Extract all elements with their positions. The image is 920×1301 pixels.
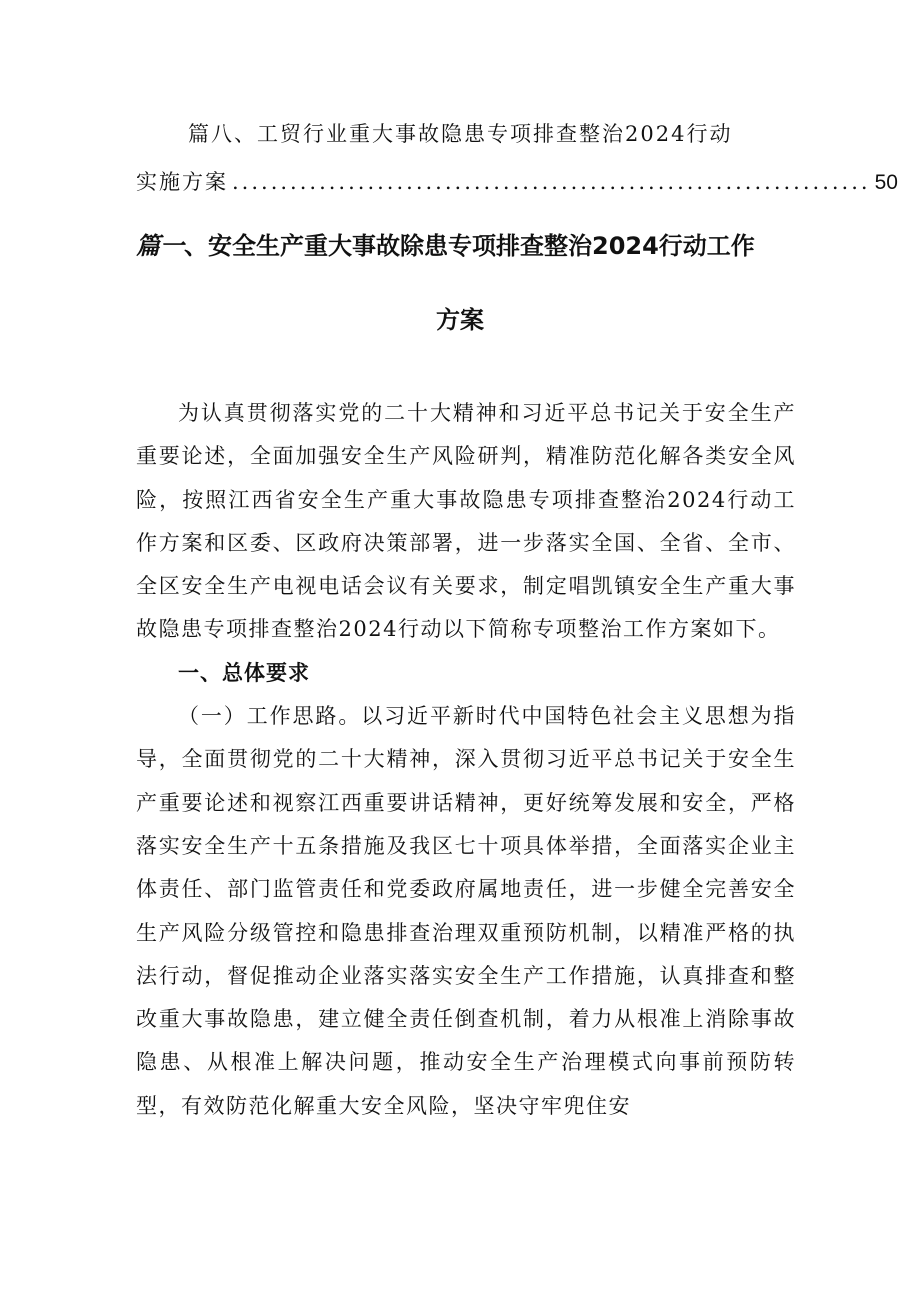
toc-entry-line2[interactable] bbox=[136, 166, 898, 196]
toc-leader-dots: .................................................................. bbox=[232, 170, 871, 194]
article-title-rest: 、安全生产重大事故除患专项排查整治2024行动工作 bbox=[184, 232, 755, 260]
article-title-line2: 方案 bbox=[436, 306, 484, 334]
toc-entry-label: 实施方案 bbox=[136, 170, 228, 194]
article-title bbox=[136, 226, 755, 261]
article-body bbox=[136, 392, 796, 1128]
toc-page-number: 50 bbox=[874, 171, 898, 194]
article-title-prefix: 篇一 bbox=[136, 232, 184, 260]
section-heading: 一、总体要求 bbox=[178, 660, 310, 685]
intro-paragraph: 为认真贯彻落实党的二十大精神和习近平总书记关于安全生产重要论述，全面加强安全生产风险研判，精准防范化解各类安全风险，按照江西省安全生产重大事故隐患专项排查整治2024行动工作方案和区委、区政府决策部署，进一步落实全国、全省、全市、全区安全生产电视电话会议有关要求，制定唱凯镇安全生产重大事故隐患专项排查整治2024行动以下简称专项整治工作方案如下。 bbox=[136, 401, 796, 642]
section-paragraph: （一）工作思路。以习近平新时代中国特色社会主义思想为指导，全面贯彻党的二十大精神，深入贯彻习近平总书记关于安全生产重要论述和视察江西重要讲话精神，更好统筹发展和安全，严格落实安全生产十五条措施及我区七十项具体举措，全面落实企业主体责任、部门监管责任和党委政府属地责任，进一步健全完善安全生产风险分级管控和隐患排查治理双重预防机制，以精准严格的执法行动，督促推动企业落实落实安全生产工作措施，认真排查和整改重大事故隐患，建立健全责任倒查机制，着力从根准上消除事故隐患、从根准上解决问题，推动安全生产治理模式向事前预防转型，有效防范化解重大安全风险，坚决守牢兜住安 bbox=[136, 704, 796, 1118]
toc-entry-line1[interactable]: 篇八、工贸行业重大事故隐患专项排查整治2024行动 bbox=[188, 122, 733, 146]
